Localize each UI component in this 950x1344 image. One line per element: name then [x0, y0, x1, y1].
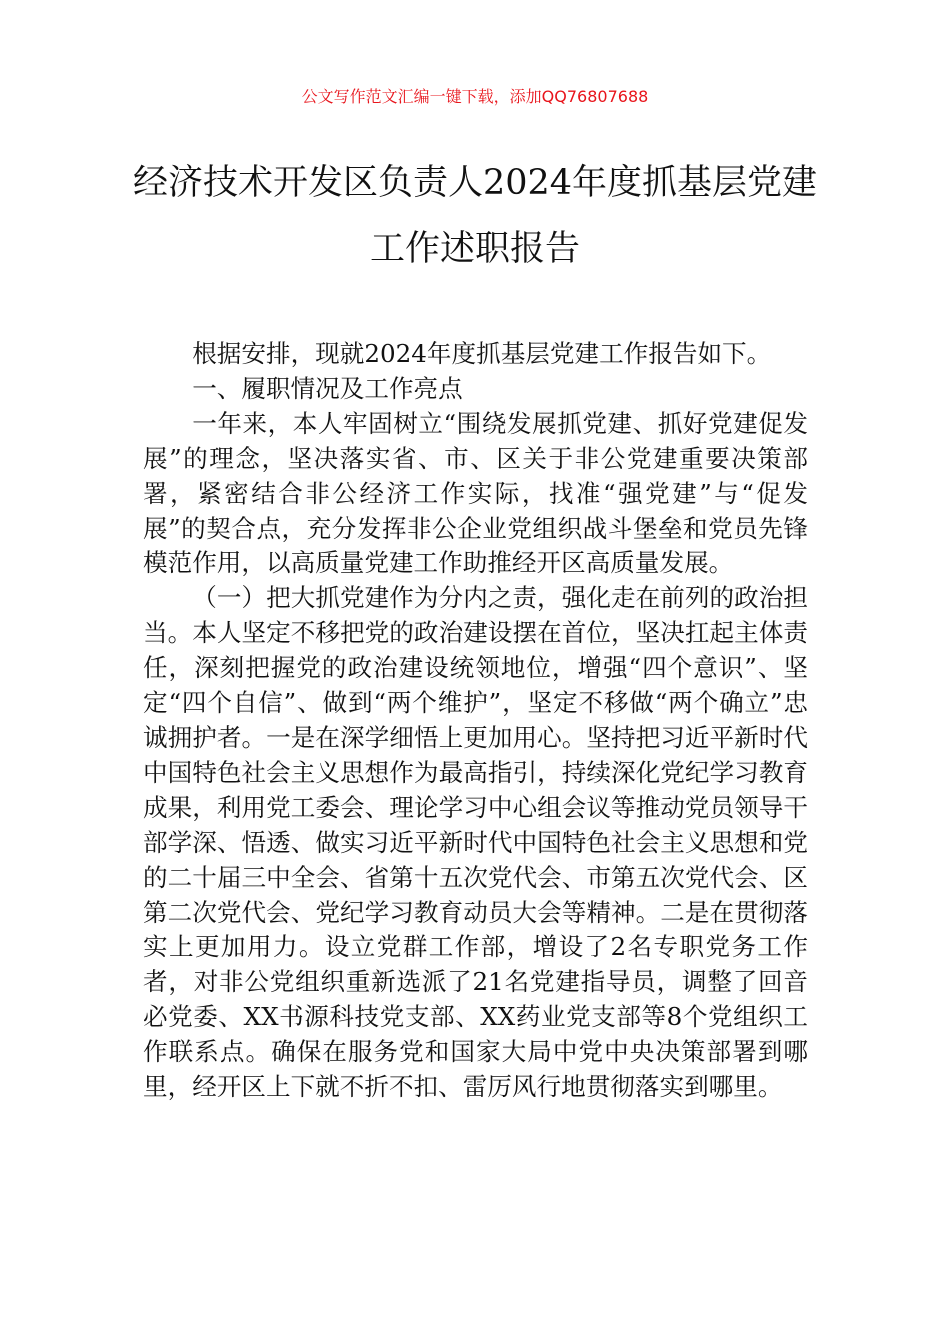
body-paragraph: 一年来，本人牢固树立“围绕发展抓党建、抓好党建促发展”的理念，坚决落实省、市、区关于非公党建重要决策部署，紧密结合非公经济工作实际，找准“强党建”与“促发展”的契合点，充分发挥非公企业党组织战斗堡垒和党员先锋模范作用，以高质量党建工作助推经开区高质量发展。	[143, 408, 808, 578]
intro-paragraph: 根据安排，现就2024年度抓基层党建工作报告如下。	[192, 339, 772, 368]
section-heading: 一、履职情况及工作亮点	[192, 373, 463, 403]
promo-line: 公文写作范文汇编一键下载，添加QQ76807688	[301, 87, 649, 106]
body-paragraph: （一）把大抓党建作为分内之责，强化走在前列的政治担当。本人坚定不移把党的政治建设摆在首位，坚决扛起主体责任，深刻把握党的政治建设统领地位，增强“四个意识”、坚定“四个自信”、做到“两个维护”，坚定不移做“两个确立”忠诚拥护者。一是在深学细悟上更加用心。坚持把习近平新时代中国特色社会主义思想作为最高指引，持续深化党纪学习教育成果，利用党工委会、理论学习中心组会议等推动党员领导干部学深、悟透、做实习近平新时代中国特色社会主义思想和党的二十届三中全会、省第十五次党代会、市第五次党代会、区第二次党代会、党纪学习教育动员大会等精神。二是在贯彻落实上更加用力。设立党群工作部，增设了2名专职党务工作者，对非公党组织重新选派了21名党建指导员，调整了回音必党委、XX书源科技党支部、XX药业党支部等8个党组织工作联系点。确保在服务党和国家大局中党中央决策部署到哪里，经开区上下就不折不扣、雷厉风行地贯彻落实到哪里。	[143, 583, 808, 1102]
document-body	[143, 337, 808, 1105]
page-title: 经济技术开发区负责人2024年度抓基层党建工作述职报告	[132, 163, 818, 269]
